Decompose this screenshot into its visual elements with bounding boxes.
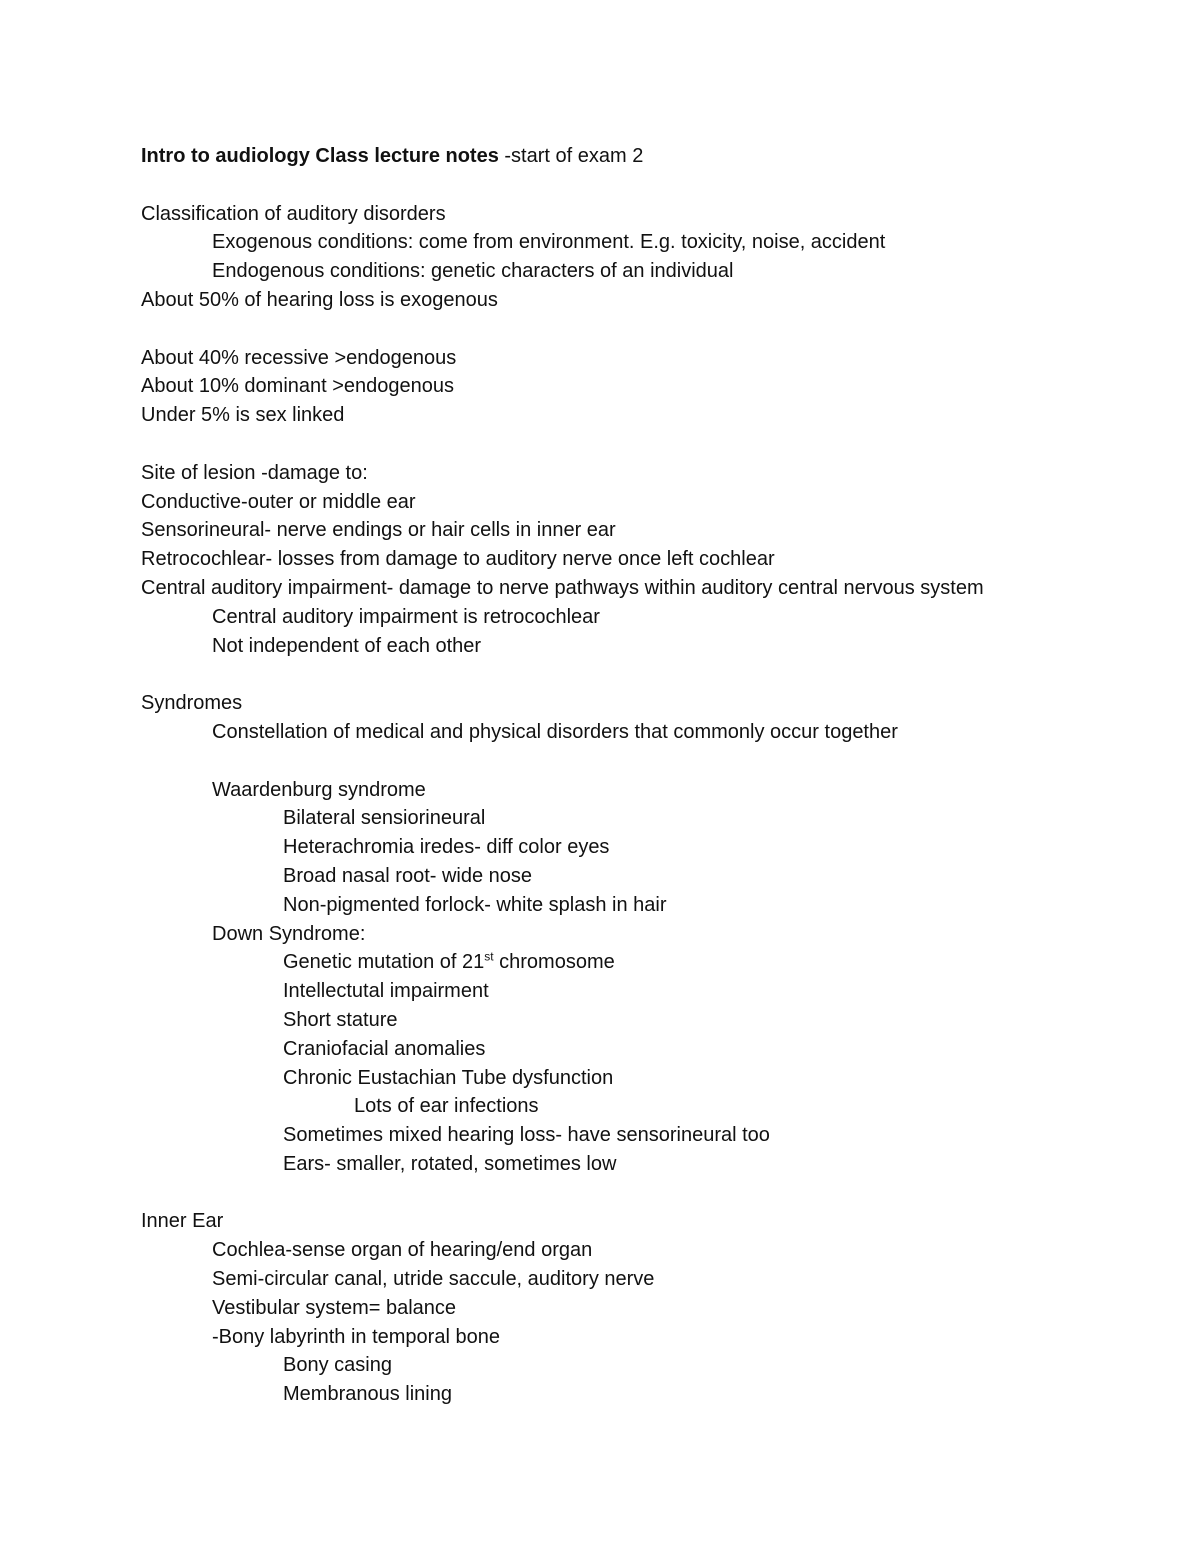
down-heading: Down Syndrome: [212, 922, 366, 945]
down-genetic-line [141, 948, 1141, 977]
casing-line: Bony casing [283, 1354, 392, 1377]
ordinal-superscript: st [484, 949, 494, 964]
spacer [141, 171, 1141, 200]
sex-linked-line: Under 5% is sex linked [141, 404, 345, 427]
retrocochlear-line: Retrocochlear- losses from damage to auditory nerve once left cochlear [141, 548, 775, 571]
canal-line: Semi-circular canal, utride saccule, auditory nerve [212, 1268, 655, 1291]
dominant-line: About 10% dominant >endogenous [141, 375, 455, 398]
down-ears-line: Ears- smaller, rotated, sometimes low [283, 1152, 617, 1175]
syndromes-definition: Constellation of medical and physical disorders that commonly occur together [212, 720, 898, 743]
waardenburg-item: Broad nasal root- wide nose [283, 864, 533, 887]
genetic-prefix: Genetic mutation of 21 [283, 951, 485, 974]
down-craniofacial-line: Craniofacial anomalies [283, 1037, 486, 1060]
exogenous-stat-line: About 50% of hearing loss is exogenous [141, 288, 498, 311]
vestibular-line: Vestibular system= balance [212, 1296, 457, 1319]
waardenburg-item: Bilateral sensiorineural [283, 807, 486, 830]
down-intellectual-line: Intellectutal impairment [283, 980, 489, 1003]
spacer [141, 747, 1141, 776]
genetic-suffix: chromosome [493, 951, 615, 974]
syndromes-heading: Syndromes [141, 692, 243, 715]
title-bold: Intro to audiology Class lecture notes [141, 145, 499, 167]
recessive-line: About 40% recessive >endogenous [141, 346, 457, 369]
sensorineural-line: Sensorineural- nerve endings or hair cells in inner ear [141, 519, 616, 542]
notes-body [141, 142, 1141, 1409]
exogenous-line: Exogenous conditions: come from environment. E.g. toxicity, noise, accident [212, 231, 886, 254]
lining-line: Membranous lining [283, 1383, 452, 1406]
down-ear-infections-line: Lots of ear infections [354, 1095, 539, 1118]
spacer [141, 1179, 1141, 1208]
title-suffix: -start of exam 2 [498, 145, 644, 167]
central-line: Central auditory impairment- damage to nerve pathways within auditory central nervous system [141, 576, 984, 599]
labyrinth-line: -Bony labyrinth in temporal bone [212, 1325, 500, 1348]
conductive-line: Conductive-outer or middle ear [141, 490, 416, 513]
down-stature-line: Short stature [283, 1008, 398, 1031]
endogenous-line: Endogenous conditions: genetic characters of an individual [212, 260, 734, 283]
classification-heading: Classification of auditory disorders [141, 202, 446, 225]
central-note-line: Central auditory impairment is retrocochlear [212, 605, 600, 628]
cochlea-line: Cochlea-sense organ of hearing/end organ [212, 1239, 593, 1262]
waardenburg-heading: Waardenburg syndrome [212, 778, 426, 801]
spacer [141, 660, 1141, 689]
down-mixed-loss-line: Sometimes mixed hearing loss- have sensorineural too [283, 1124, 770, 1147]
lesion-heading: Site of lesion -damage to: [141, 461, 368, 484]
down-eustachian-line: Chronic Eustachian Tube dysfunction [283, 1066, 614, 1089]
spacer [141, 430, 1141, 459]
waardenburg-item: Heterachromia iredes- diff color eyes [283, 836, 610, 859]
independent-note-line: Not independent of each other [212, 634, 482, 657]
spacer [141, 315, 1141, 344]
inner-ear-heading: Inner Ear [141, 1210, 224, 1233]
page-title [141, 142, 1141, 171]
waardenburg-item: Non-pigmented forlock- white splash in hair [283, 893, 667, 916]
